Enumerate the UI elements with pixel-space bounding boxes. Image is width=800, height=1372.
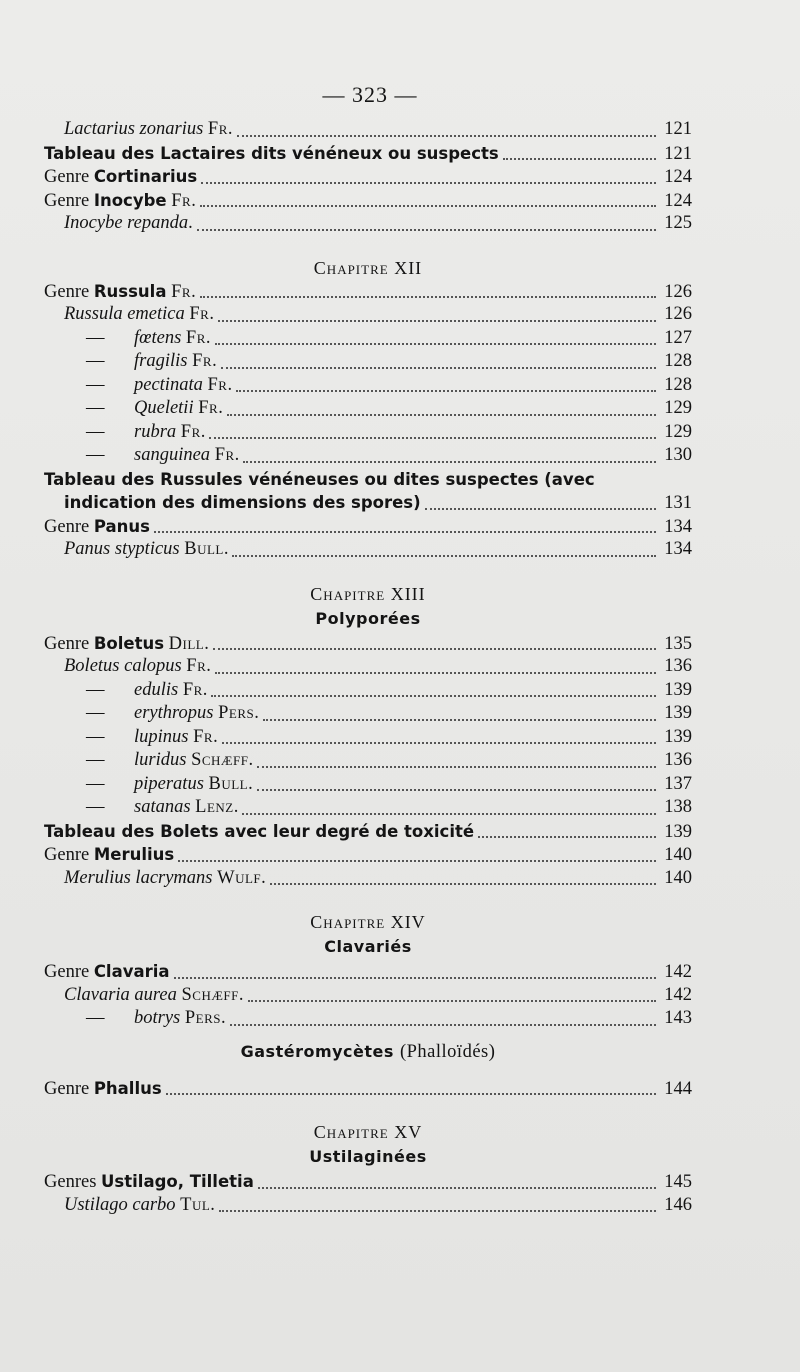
toc-entry: — pectinata Fr. 128 — [86, 374, 692, 395]
toc-entry: Genres Ustilago, Tilletia 145 — [44, 1172, 692, 1192]
toc-entry: Genre Phallus 144 — [44, 1078, 692, 1099]
chapter-heading: Chapitre XII — [313, 257, 423, 278]
toc-entry: Genre Panus 134 — [44, 516, 692, 537]
chapter-heading: Chapitre XV — [313, 1122, 423, 1142]
section-heading: Polyporées — [315, 608, 421, 628]
toc-entry-multiline: Tableau des Russules vénéneuses ou dites suspectes (avec indication des dimensions des spores) 131 — [44, 469, 692, 513]
toc-entry: — sanguinea Fr. 130 — [86, 445, 692, 465]
toc-entry: — fragilis Fr. 128 — [86, 351, 692, 371]
toc-entry: Genre Russula Fr. 126 — [44, 281, 692, 302]
toc-entry: — rubra Fr. 129 — [86, 421, 692, 442]
toc-entry: Tableau des Lactaires dits vénéneux ou suspects 121 — [44, 143, 692, 164]
toc-entry: Lactarius zonarius Fr. 121 — [64, 119, 692, 139]
toc-entry: — piperatus Bull. 137 — [86, 773, 692, 794]
page-number: — 323 — — [322, 82, 418, 107]
toc-entry: Boletus calopus Fr. 136 — [64, 656, 692, 676]
toc-entry: Merulius lacrymans Wulf. 140 — [64, 867, 692, 888]
toc-entry: Genre Inocybe Fr. 124 — [44, 190, 692, 211]
toc-entry: — botrys Pers. 143 — [86, 1008, 692, 1028]
section-heading: Clavariés — [324, 937, 412, 956]
toc-entry: Genre Clavaria 142 — [44, 962, 692, 982]
toc-entry: Genre Cortinarius 124 — [44, 167, 692, 187]
toc-entry: Genre Boletus Dill. 135 — [44, 633, 692, 654]
chapter-heading: Chapitre XIV — [310, 912, 426, 932]
toc-entry: Ustilago carbo Tul. 146 — [64, 1194, 692, 1215]
toc-entry: Russula emetica Fr. 126 — [64, 304, 692, 324]
toc-entry: — erythropus Pers. 139 — [86, 703, 692, 723]
chapter-heading: Chapitre XIII — [310, 583, 426, 604]
toc-entry: Genre Merulius 140 — [44, 845, 692, 865]
toc-entry: — satanas Lenz. 138 — [86, 797, 692, 817]
toc-entry: — edulis Fr. 139 — [86, 679, 692, 700]
toc-entry: — fœtens Fr. 127 — [86, 327, 692, 348]
section-heading: Gastéromycètes (Phalloïdés) — [240, 1041, 496, 1062]
toc-entry: Clavaria aurea Schæff. 142 — [64, 984, 692, 1005]
toc-entry: — luridus Schæff. 136 — [86, 750, 692, 770]
table-of-contents — [44, 118, 692, 1217]
toc-entry: — Queletii Fr. 129 — [86, 398, 692, 418]
section-heading: Ustilaginées — [309, 1147, 427, 1166]
toc-entry: Tableau des Bolets avec leur degré de toxicité 139 — [44, 821, 692, 842]
toc-entry: Inocybe repanda. 125 — [64, 213, 692, 233]
toc-entry: Panus stypticus Bull. 134 — [64, 539, 692, 559]
toc-entry: — lupinus Fr. 139 — [86, 726, 692, 747]
